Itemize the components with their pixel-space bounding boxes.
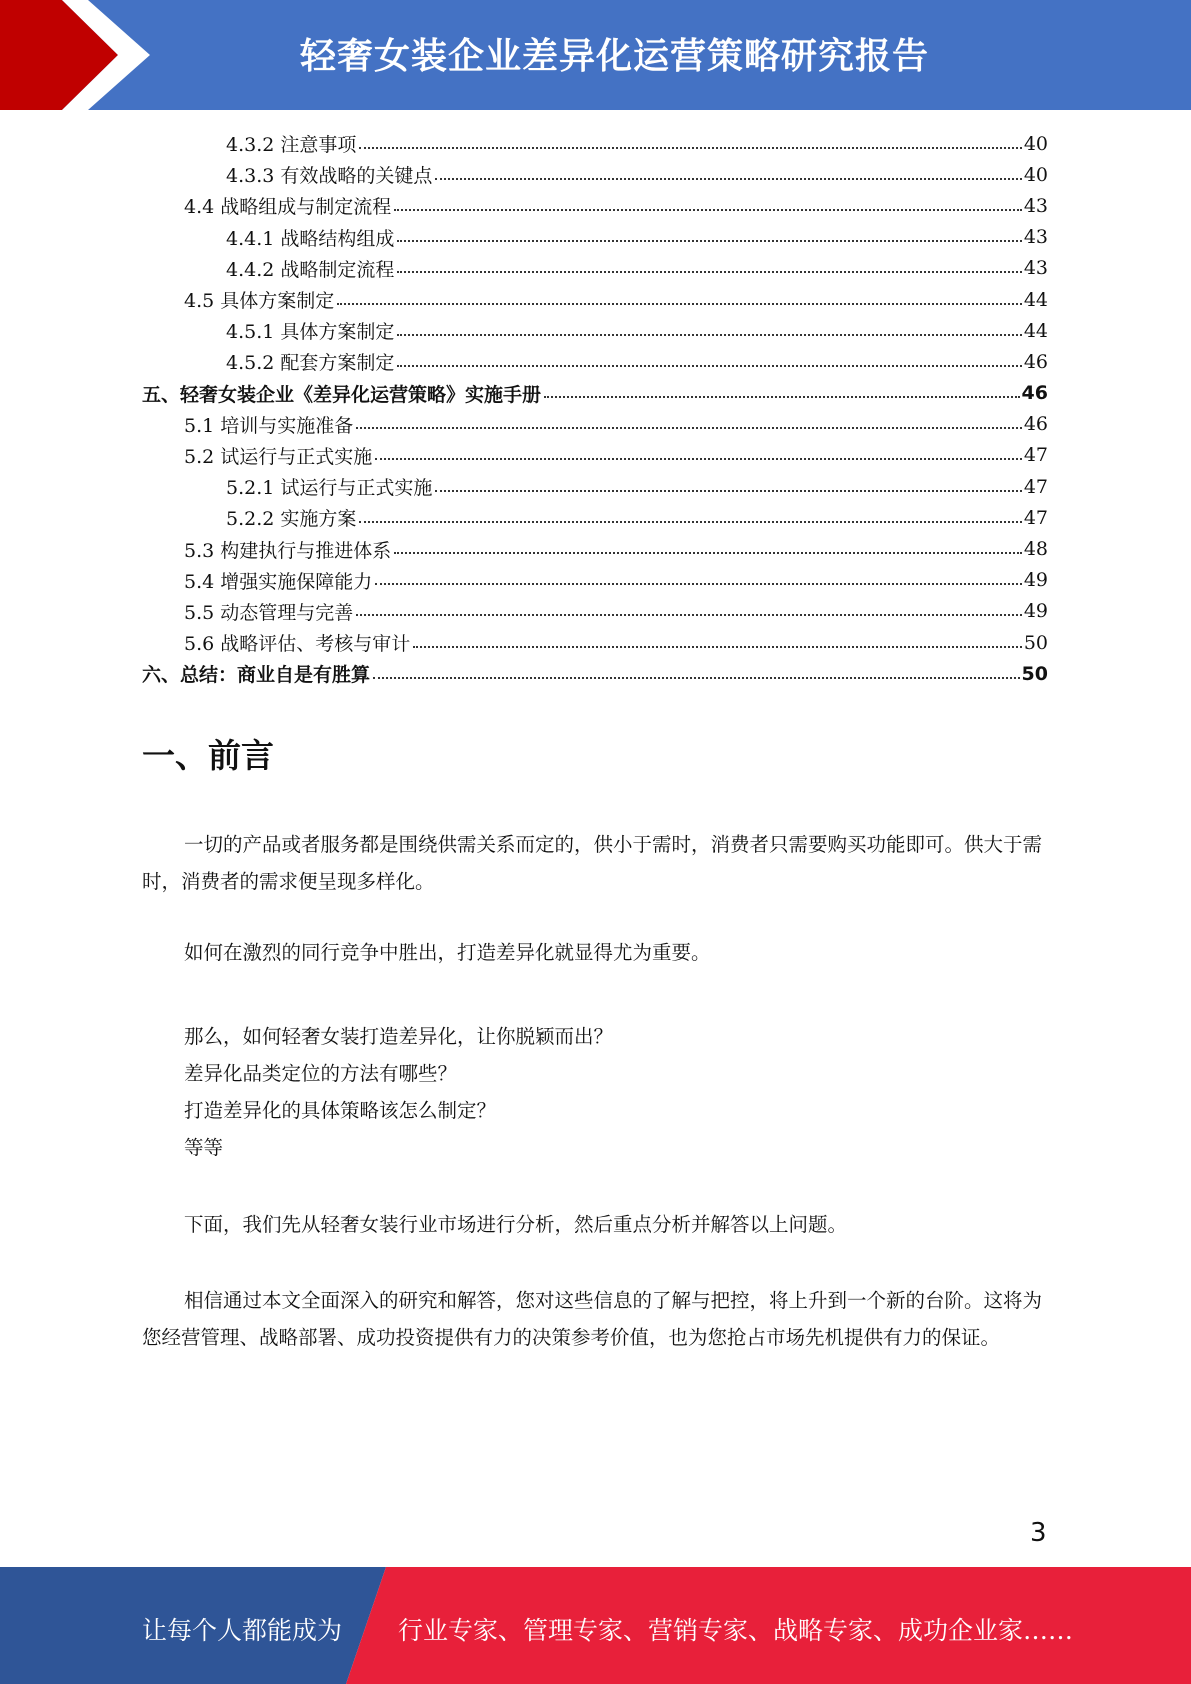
toc-leader-dots xyxy=(413,646,1022,648)
toc-entry-label: 5.3 构建执行与推进体系 xyxy=(184,539,392,562)
toc-entry[interactable] xyxy=(142,222,1048,253)
toc-leader-dots xyxy=(359,521,1021,523)
toc-entry-label: 4.5 具体方案制定 xyxy=(184,290,335,313)
toc-entry-page: 46 xyxy=(1021,382,1048,405)
toc-leader-dots xyxy=(435,490,1021,492)
toc-entry-label: 5.1 培训与实施准备 xyxy=(184,414,354,437)
toc-entry-page: 44 xyxy=(1023,288,1048,311)
toc-leader-dots xyxy=(397,365,1021,367)
toc-leader-dots xyxy=(375,458,1022,460)
toc-entry-label: 4.4.1 战略结构组成 xyxy=(226,227,395,250)
footer-slogan-left: 让每个人都能成为 xyxy=(142,1616,343,1645)
toc-leader-dots xyxy=(356,427,1022,429)
page-header xyxy=(0,0,1191,110)
toc-entry-label: 4.5.1 具体方案制定 xyxy=(226,321,395,344)
toc-entry-page: 43 xyxy=(1023,194,1048,217)
question-3: 打造差异化的具体策略该怎么制定？ xyxy=(184,1099,497,1122)
section-heading: 一、前言 xyxy=(142,736,274,775)
toc-entry-page: 43 xyxy=(1023,226,1048,249)
toc-entry[interactable] xyxy=(142,658,1048,689)
toc-entry-label: 4.5.2 配套方案制定 xyxy=(226,352,395,375)
toc-entry-label: 六、总结：商业自是有胜算 xyxy=(142,664,371,687)
toc-entry-page: 46 xyxy=(1023,350,1048,373)
toc-entry-page: 48 xyxy=(1023,538,1048,561)
intro-paragraph-4: 相信通过本文全面深入的研究和解答，您对这些信息的了解与把控，将上升到一个新的台阶。这将为您经营管理、战略部署、成功投资提供有力的决策参考价值，也为您抢占市场先机提供有力的保证。 xyxy=(142,1289,1043,1349)
page-footer xyxy=(0,1567,1191,1684)
toc-entry-label: 5.4 增强实施保障能力 xyxy=(184,570,373,593)
intro-paragraph-3: 下面，我们先从轻奢女装行业市场进行分析，然后重点分析并解答以上问题。 xyxy=(184,1213,848,1236)
toc-leader-dots xyxy=(435,178,1021,180)
toc-entry[interactable] xyxy=(142,378,1048,409)
toc-entry-page: 50 xyxy=(1023,631,1048,654)
toc-entry[interactable] xyxy=(142,627,1048,658)
toc-entry-label: 4.4 战略组成与制定流程 xyxy=(184,196,392,219)
toc-leader-dots xyxy=(544,396,1020,398)
toc-leader-dots xyxy=(394,209,1022,211)
toc-leader-dots xyxy=(397,334,1021,336)
toc-entry[interactable] xyxy=(142,471,1048,502)
toc-entry-label: 4.4.2 战略制定流程 xyxy=(226,258,395,281)
toc-leader-dots xyxy=(337,303,1022,305)
toc-entry[interactable] xyxy=(142,128,1048,159)
toc-entry-page: 49 xyxy=(1023,600,1048,623)
toc-entry[interactable] xyxy=(142,284,1048,315)
toc-leader-dots xyxy=(359,147,1021,149)
toc-entry[interactable] xyxy=(142,190,1048,221)
toc-leader-dots xyxy=(375,583,1022,585)
toc-entry-page: 50 xyxy=(1021,662,1048,685)
intro-paragraph-2: 如何在激烈的同行竞争中胜出，打造差异化就显得尤为重要。 xyxy=(184,941,711,964)
toc-entry-page: 46 xyxy=(1023,413,1048,436)
intro-paragraph-1: 一切的产品或者服务都是围绕供需关系而定的，供小于需时，消费者只需要购买功能即可。供大于需时，消费者的需求便呈现多样化。 xyxy=(142,833,1043,893)
toc-leader-dots xyxy=(356,614,1022,616)
toc-entry-page: 47 xyxy=(1023,506,1048,529)
header-arrow-graphic xyxy=(0,0,180,110)
toc-leader-dots xyxy=(394,552,1022,554)
toc-entry-label: 5.6 战略评估、考核与审计 xyxy=(184,633,411,656)
toc-entry-label: 五、轻奢女装企业《差异化运营策略》实施手册 xyxy=(142,383,542,406)
footer-slogan-right: 行业专家、管理专家、营销专家、战略专家、成功企业家…… xyxy=(398,1616,1074,1645)
toc-entry[interactable] xyxy=(142,533,1048,564)
toc-entry[interactable] xyxy=(142,315,1048,346)
question-etc: 等等 xyxy=(184,1136,224,1159)
toc-entry-label: 5.5 动态管理与完善 xyxy=(184,601,354,624)
report-title: 轻奢女装企业差异化运营策略研究报告 xyxy=(300,36,930,77)
toc-entry-label: 5.2 试运行与正式实施 xyxy=(184,445,373,468)
toc-entry-page: 40 xyxy=(1023,163,1048,186)
toc-entry[interactable] xyxy=(142,565,1048,596)
table-of-contents xyxy=(142,128,1048,689)
toc-entry[interactable] xyxy=(142,159,1048,190)
toc-entry[interactable] xyxy=(142,440,1048,471)
page-number: 3 xyxy=(1030,1518,1047,1548)
question-2: 差异化品类定位的方法有哪些？ xyxy=(184,1062,458,1085)
toc-entry-page: 44 xyxy=(1023,319,1048,342)
toc-leader-dots xyxy=(397,240,1021,242)
toc-entry-label: 4.3.2 注意事项 xyxy=(226,134,357,157)
toc-entry-label: 4.3.3 有效战略的关键点 xyxy=(226,165,433,188)
toc-entry[interactable] xyxy=(142,346,1048,377)
toc-entry-label: 5.2.1 试运行与正式实施 xyxy=(226,477,433,500)
toc-entry-label: 5.2.2 实施方案 xyxy=(226,508,357,531)
toc-entry-page: 49 xyxy=(1023,569,1048,592)
toc-entry-page: 43 xyxy=(1023,257,1048,280)
toc-entry-page: 47 xyxy=(1023,475,1048,498)
toc-entry-page: 47 xyxy=(1023,444,1048,467)
toc-entry-page: 40 xyxy=(1023,132,1048,155)
toc-entry[interactable] xyxy=(142,409,1048,440)
toc-leader-dots xyxy=(373,677,1020,679)
toc-entry[interactable] xyxy=(142,253,1048,284)
question-1: 那么，如何轻奢女装打造差异化，让你脱颖而出？ xyxy=(184,1025,614,1048)
toc-entry[interactable] xyxy=(142,596,1048,627)
toc-leader-dots xyxy=(397,271,1021,273)
toc-entry[interactable] xyxy=(142,502,1048,533)
